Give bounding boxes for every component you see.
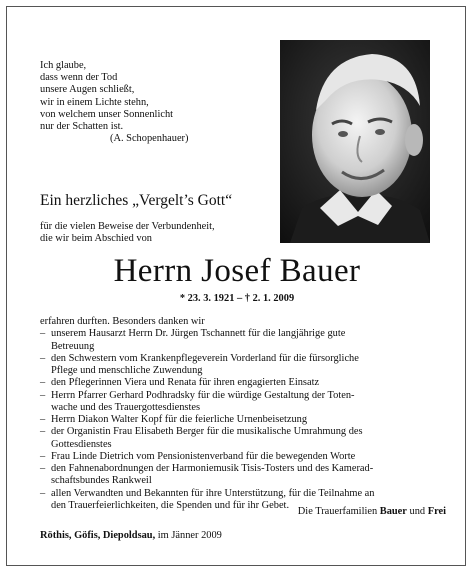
family-name-frei: Frei bbox=[427, 506, 446, 517]
acknowledgement-line: Herrn Diakon Walter Kopf für die feierliche Urnenbeisetzung bbox=[51, 414, 308, 425]
quote-line: von welchem unser Sonnenlicht bbox=[40, 108, 174, 120]
places: Röthis, Göfis, Diepoldsau, bbox=[40, 530, 156, 541]
date: im Jänner 2009 bbox=[157, 530, 222, 541]
acknowledgement-item bbox=[40, 463, 440, 488]
acknowledgement-line: Betreuung bbox=[51, 340, 95, 352]
dash-bullet: – bbox=[40, 352, 46, 364]
dash-bullet: – bbox=[40, 450, 46, 462]
signature-connector: und bbox=[409, 506, 426, 517]
quote-line: dass wenn der Tod bbox=[40, 72, 118, 84]
dash-bullet: – bbox=[40, 426, 46, 438]
acknowledgement-line: unserem Hausarzt Herrn Dr. Jürgen Tschannett für die langjährige gute bbox=[51, 328, 346, 340]
quote-block bbox=[40, 60, 240, 145]
acknowledgement-line: Frau Linde Dietrich vom Pensionistenverband für die bewegenden Worte bbox=[51, 450, 356, 462]
acknowledgement-item bbox=[40, 390, 440, 415]
life-dates: * 23. 3. 1921 – † 2. 1. 2009 bbox=[179, 293, 295, 304]
acknowledgement-lead: erfahren durften. Besonders danken wir bbox=[40, 316, 205, 327]
quote-author: (A. Schopenhauer) bbox=[110, 133, 189, 145]
dash-bullet: – bbox=[40, 414, 46, 425]
quote-line: nur der Schatten ist. bbox=[40, 121, 124, 133]
dash-bullet: – bbox=[40, 487, 46, 499]
signature-prefix: Die Trauerfamilien bbox=[297, 506, 378, 517]
acknowledgement-item bbox=[40, 414, 440, 426]
place-date-line bbox=[40, 530, 222, 541]
acknowledgement-line: Herrn Pfarrer Gerhard Podhradsky für die würdige Gestaltung der Toten- bbox=[51, 389, 355, 401]
thanks-intro bbox=[40, 221, 215, 246]
thanks-heading: Ein herzliches „Vergelt’s Gott“ bbox=[40, 192, 233, 209]
acknowledgement-line: den Schwestern vom Krankenpflegeverein Vorderland für die fürsorgliche bbox=[51, 352, 359, 364]
acknowledgement-list bbox=[40, 328, 440, 512]
quote-line: wir in einem Lichte stehn, bbox=[40, 96, 149, 108]
dash-bullet: – bbox=[40, 389, 46, 401]
acknowledgement-item bbox=[40, 451, 440, 463]
acknowledgement-line: allen Verwandten und Bekannten für ihre Unterstützung, für die Teilnahme an bbox=[51, 487, 375, 499]
acknowledgement-line: Gottesdienstes bbox=[51, 438, 112, 450]
acknowledgement-line: der Organistin Frau Elisabeth Berger für die musikalische Umrahmung des bbox=[51, 426, 363, 438]
intro-line: die wir beim Abschied von bbox=[40, 233, 152, 245]
acknowledgement-item bbox=[40, 328, 440, 353]
acknowledgement-line: schaftsbundes Rankweil bbox=[51, 475, 152, 487]
acknowledgement-line: wache und des Trauergottesdienstes bbox=[51, 401, 201, 413]
deceased-name: Herrn Josef Bauer bbox=[113, 253, 361, 289]
family-name-bauer: Bauer bbox=[379, 506, 407, 517]
quote-line: Ich glaube, bbox=[40, 60, 87, 71]
acknowledgement-item bbox=[40, 426, 440, 451]
quote-line: unsere Augen schließt, bbox=[40, 84, 135, 96]
acknowledgement-item bbox=[40, 377, 440, 389]
family-signature bbox=[298, 506, 446, 517]
portrait-photo bbox=[280, 40, 430, 243]
dash-bullet: – bbox=[40, 463, 46, 474]
acknowledgement-line: den Pflegerinnen Viera und Renata für ihren engagierten Einsatz bbox=[51, 377, 320, 389]
dash-bullet: – bbox=[40, 377, 46, 389]
acknowledgement-item bbox=[40, 353, 440, 378]
acknowledgement-line: den Fahnenabordnungen der Harmoniemusik Tisis-Tosters und des Kamerad- bbox=[51, 463, 374, 474]
intro-line: für die vielen Beweise der Verbundenheit, bbox=[40, 221, 215, 232]
dash-bullet: – bbox=[40, 328, 46, 340]
acknowledgement-line: den Trauerfeierlichkeiten, die Spenden und für ihr Gebet. bbox=[51, 499, 290, 511]
acknowledgement-block bbox=[40, 316, 440, 512]
acknowledgement-line: Pflege und menschliche Zuwendung bbox=[51, 365, 203, 376]
